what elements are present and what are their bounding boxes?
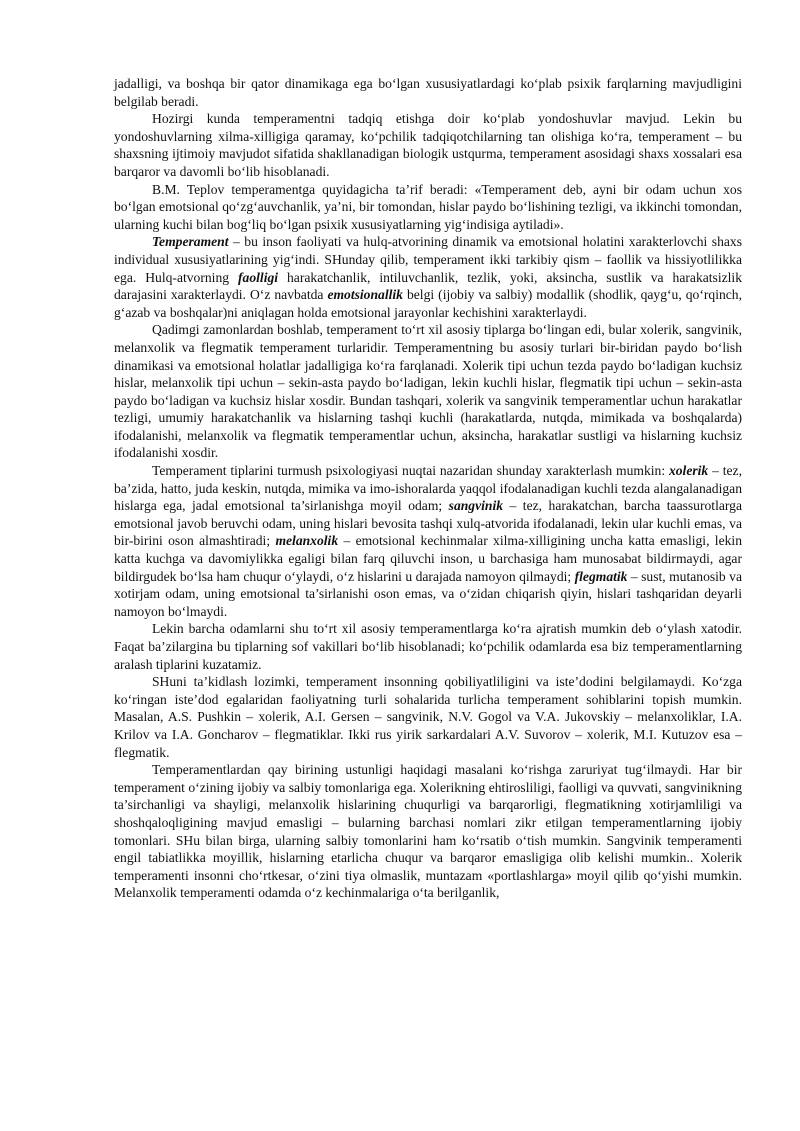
paragraph [114,673,742,761]
paragraph-text: Temperament tiplarini turmush psixologiyasi nuqtai nazaridan shunday xarakterlash mumkin: [152,463,669,479]
paragraph-text: belgi (ijobiy va salbiy) modallik (shodlik, qayg‘u, qo‘rqinch, g‘azab va boshqalar)ni aniqlagan holda emotsional jarayonlar kechishini xarakterlaydi. [114,287,742,320]
paragraph-text: Qadimgi zamonlardan boshlab, temperament to‘rt xil asosiy tiplarga bo‘lingan edi, bular xolerik, sangvinik, melanxolik va flegmatik temperament turlaridir. Temperamentning bu asosiy turlari bir-biridan paydo bo‘lish dinamikasi va emotsional holatlar jadalligiga ko‘ra farqlanadi. Xolerik tipi uchun tezda paydo bo‘ladigan kuchsiz hislar, melanxolik tipi uchun – sekin-asta paydo bo‘ladigan, lekin kuchli hislar, flegmatik tipi uchun – sekin-asta paydo bo‘ladigan va kuchsiz hislar xosdir. Bundan tashqari, xolerik va sangvinik temperamentlar uchun harakatlar tezligi, umumiy harakatchanlik va hislarning tashqi kuchli (harakatlarda, nutqda, mimikada va boshqalarda) ifodalanishi, melanxolik va flegmatik temperamentlar uchun, aksincha, harakatlar sustligi va hislarning kuchsiz ifodalanishi xosdir. [114,322,742,461]
term-emphasis: Temperament [152,234,229,250]
paragraph-text: – emotsional kechinmalar xilma-xilligining uncha katta emasligi, lekin katta kuchga va davomiylikka egaligi bilan farq qiluvchi inson, u barchasiga ham munosabat bildirmaydi, agar bildirgudek bo‘lsa ham chuqur o‘ylaydi, o‘z hislarini u darajada namoyon qilmaydi; [114,533,742,584]
paragraph-text: B.M. Teplov temperamentga quyidagicha ta’rif beradi: «Temperament deb, ayni bir odam uchun xos bo‘lgan emotsional qo‘zg‘auvchanlik, ya’ni, bir tomondan, hislar paydo bo‘lishining tezligi, va ikkinchi tomondan, ularning kuchi bilan bog‘liq bo‘lgan psixik xususiyatlarning yig‘indisiga aytiladi». [114,181,742,232]
term-emphasis: emotsionallik [327,287,403,303]
document-page [114,75,742,902]
paragraph-text: – tez, ba’zida, hatto, juda keskin, nutqda, mimika va imo-ishoralarda yaqqol ifodalanadigan kuchli tezda alangalanadigan hislarga ega, jadal emotsional ta’sirlanishga moyil odam; [114,463,742,514]
paragraph [114,620,742,673]
term-emphasis: xolerik [668,463,709,479]
term-emphasis: faolligi [238,269,279,285]
paragraph-text: Temperamentlardan qay birining ustunligi haqidagi masalani ko‘rishga zaruriyat tug‘ilmaydi. Har bir temperament o‘zining ijobiy va salbiy tomonlariga ega. Xolerikning ehtirosliligi, faolligi va quvvati, sangvinikning ta’sirchanligi va shayligi, melanxolik hislarining chuqurligi va barqarorligi, flegmatikning xotirjamliligi va shoshqaloqligining mavjud emasligi – bularning barchasi nomlari zikr etilgan temperamentlarning ijobiy tomonlari. SHu bilan birga, ularning salbiy tomonlarini ham ko‘rsatib o‘tish mumkin. Sangvinik temperamenti engil tabiatlikka moyillik, hislarning etarlicha chuqur va barqaror emasligiga olib kelishi mumkin.. Xolerik temperamenti insonni cho‘rtkesar, o‘zini tiya olmaslik, muntazam «portlashlarga» moyil qilib qo‘yishi mumkin. Melanxolik temperamenti odamda o‘z kechinmalariga o‘ta berilganlik, [114,762,742,901]
paragraph-text: Hozirgi kunda temperamentni tadqiq etishga doir ko‘plab yondoshuvlar mavjud. Lekin bu yondoshuvlarning xilma-xilligiga qaramay, ko‘pchilik tadqiqotchilarning tan olishiga ko‘ra, temperament – bu shaxsning ijtimoiy mavjudot sifatida shakllanadigan biologik ustqurma, temperament asosidagi shaxs xossalari esa barqaror va davomli bo‘lib hisoblanadi. [114,111,742,179]
paragraph [114,761,742,902]
paragraph-text: harakatchanlik, intiluvchanlik, tezlik, yoki, aksincha, sustlik va harakatsizlik darajasini xarakterlaydi. O‘z navbatda [114,269,742,303]
paragraph [114,75,742,110]
paragraph [114,462,742,620]
term-emphasis: sangvinik [448,498,504,514]
paragraph-text: – tez, harakatchan, barcha taassurotlarga emotsional javob beruvchi odam, uning hislari bevosita tashqi xulq-atvorida ifodalanadi, lekin ular kuchli emas, va bir-birini oson almashtiradi; [114,498,742,549]
paragraph-text: jadalligi, va boshqa bir qator dinamikaga ega bo‘lgan xususiyatlardagi ko‘plab psixik farqlarning mavjudligini belgilab beradi. [114,76,742,109]
paragraph-text: – sust, mutanosib va xotirjam odam, uning emotsional ta’sirlanishi oson emas, va o‘zidan chiqarish qiyin, hislari tashqaridan deyarli namoyon bo‘lmaydi. [114,568,742,619]
paragraph-text: SHuni ta’kidlash lozimki, temperament insonning qobiliyatliligini va iste’dodini belgilamaydi. Ko‘zga ko‘ringan iste’dod egalaridan faoliyatning turli sohalarida turlicha temperament sohiblarini topish mumkin. Masalan, A.S. Pushkin – xolerik, A.I. Gersen – sangvinik, N.V. Gogol va V.A. Jukovskiy – melanxoliklar, I.A. Krilov va I.A. Goncharov – flegmatiklar. Ikki rus yirik sarkardalari A.V. Suvorov – xolerik, M.I. Kutuzov esa – flegmatik. [114,674,742,760]
paragraph [114,321,742,462]
paragraph [114,110,742,180]
term-emphasis: melanxolik [275,533,339,549]
term-emphasis: flegmatik [574,568,628,584]
paragraph [114,181,742,234]
paragraph-text: Lekin barcha odamlarni shu to‘rt xil asosiy temperamentlarga ko‘ra ajratish mumkin deb o‘ylash xatodir. Faqat ba’zilargina bu tiplarning sof vakillari bo‘lib hisoblanadi; ko‘pchilik odamlarda esa biz temperamentlarning aralash tiplarini kuzatamiz. [114,621,742,672]
paragraph-text: – bu inson faoliyati va hulq-atvorining dinamik va emotsional holatini xarakterlovchi shaxs individual xususiyatlarining yig‘indi. SHunday qilib, temperament ikki tarkibiy qism – faollik va hissiyotlilikka ega. Hulq-atvorning [114,234,742,285]
paragraph [114,233,742,321]
